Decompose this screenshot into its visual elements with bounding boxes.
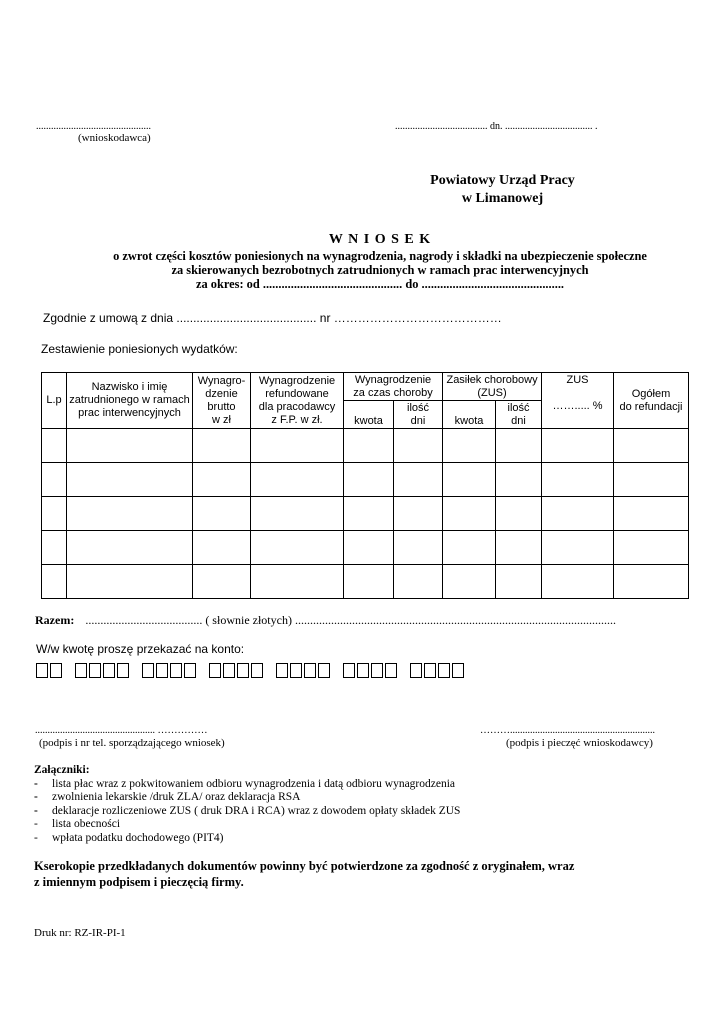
- account-digit-box[interactable]: [385, 663, 397, 678]
- attachment-text: zwolnienia lekarskie /druk ZLA/ oraz deklaracja RSA: [52, 791, 301, 803]
- sum-text: ....................................... ( słownie złotych) ...........................................................................................................: [85, 613, 616, 627]
- subtitle-line-2: za skierowanych bezrobotnych zatrudnionych w ramach prac interwencyjnych: [171, 263, 589, 277]
- attachment-bullet: -: [34, 831, 38, 844]
- account-digit-box[interactable]: [103, 663, 115, 678]
- th-total-l2: do refundacji: [619, 400, 683, 413]
- table-cell[interactable]: [443, 565, 496, 599]
- account-label: W/w kwotę proszę przekazać na konto:: [36, 642, 245, 656]
- table-cell[interactable]: [614, 531, 689, 565]
- expenses-table: [41, 372, 689, 599]
- table-cell[interactable]: [42, 429, 67, 463]
- preparer-signature-dots: ................................................ ……………: [35, 725, 208, 736]
- th-sick-benefit: [443, 373, 542, 401]
- note-line-1: Kserokopie przedkładanych dokumentów powinny być potwierdzone za zgodność z oryginałem, wraz: [34, 859, 575, 873]
- attachments: [34, 764, 460, 845]
- table-cell[interactable]: [443, 497, 496, 531]
- table-cell[interactable]: [67, 497, 193, 531]
- attachment-bullet: -: [34, 777, 38, 790]
- th-gross-l4: w zł: [212, 413, 231, 426]
- date-line: ..................................... dn. ................................... .: [395, 121, 598, 132]
- th-gross-l2: dzenie: [205, 387, 238, 400]
- table-cell[interactable]: [344, 497, 394, 531]
- account-digit-box[interactable]: [290, 663, 302, 678]
- table-cell[interactable]: [193, 429, 251, 463]
- table-cell[interactable]: [42, 463, 67, 497]
- account-digit-box[interactable]: [117, 663, 129, 678]
- table-cell[interactable]: [67, 531, 193, 565]
- account-digit-box[interactable]: [89, 663, 101, 678]
- attachment-item: [34, 818, 460, 832]
- th-sick-benefit-amount: kwota: [443, 401, 496, 429]
- table-cell[interactable]: [67, 565, 193, 599]
- certification-note: [34, 858, 574, 890]
- table-cell[interactable]: [251, 497, 344, 531]
- table-cell[interactable]: [394, 463, 443, 497]
- attachment-item: [34, 778, 460, 792]
- account-digit-box[interactable]: [156, 663, 168, 678]
- account-digit-box[interactable]: [276, 663, 288, 678]
- table-cell[interactable]: [614, 565, 689, 599]
- sum-line: [35, 613, 616, 628]
- th-total: [614, 373, 689, 429]
- th-refund-l2: refundowane: [265, 387, 329, 400]
- th-refund-l3: dla pracodawcy: [258, 400, 336, 413]
- note-line-2: z imiennym podpisem i pieczęcią firmy.: [34, 875, 244, 889]
- account-digit-group: [343, 663, 399, 678]
- table-cell[interactable]: [443, 429, 496, 463]
- th-refund-l1: Wynagrodzenie: [258, 374, 336, 387]
- table-cell[interactable]: [614, 497, 689, 531]
- account-digit-group: [410, 663, 466, 678]
- account-digit-box[interactable]: [452, 663, 464, 678]
- table-cell[interactable]: [344, 531, 394, 565]
- table-cell[interactable]: [443, 463, 496, 497]
- table-cell[interactable]: [344, 429, 394, 463]
- account-digit-box[interactable]: [251, 663, 263, 678]
- addressee: [400, 172, 605, 208]
- th-gross-l1: Wynagro-: [197, 374, 246, 387]
- applicant-label: (wnioskodawca): [78, 132, 151, 144]
- table-cell[interactable]: [496, 565, 542, 599]
- table-row: [42, 429, 689, 463]
- th-lp: L.p: [42, 373, 67, 429]
- addressee-line-2: w Limanowej: [461, 191, 544, 206]
- th-sick-benefit-l2: (ZUS): [477, 386, 507, 399]
- th-sick-pay-days: [394, 401, 443, 429]
- table-row: [42, 497, 689, 531]
- expenses-label: Zestawienie poniesionych wydatków:: [41, 342, 238, 356]
- account-digit-group: [276, 663, 332, 678]
- table-cell[interactable]: [251, 565, 344, 599]
- account-digit-box[interactable]: [209, 663, 221, 678]
- attachment-item: [34, 805, 460, 819]
- table-cell[interactable]: [42, 531, 67, 565]
- table-cell[interactable]: [614, 429, 689, 463]
- th-refund: [251, 373, 344, 429]
- th-sick-pay: [344, 373, 443, 401]
- table-cell[interactable]: [193, 531, 251, 565]
- table-cell[interactable]: [542, 429, 614, 463]
- table-cell[interactable]: [443, 531, 496, 565]
- attachment-text: lista płac wraz z pokwitowaniem odbioru wynagrodzenia i datą odbioru wynagrodzenia: [52, 777, 456, 790]
- table-cell[interactable]: [67, 429, 193, 463]
- table-cell[interactable]: [542, 531, 614, 565]
- account-digit-box[interactable]: [318, 663, 330, 678]
- th-name-l3: prac interwencyjnych: [78, 407, 181, 419]
- account-digit-box[interactable]: [75, 663, 87, 678]
- attachment-bullet: -: [34, 791, 38, 803]
- th-sick-pay-days-l2: dni: [410, 414, 426, 427]
- table-row: [42, 531, 689, 565]
- table-cell[interactable]: [496, 531, 542, 565]
- applicant-dots: ..............................................: [36, 121, 151, 132]
- table-cell[interactable]: [542, 565, 614, 599]
- account-digit-group: [142, 663, 198, 678]
- subtitle-line-1: o zwrot części kosztów poniesionych na wynagrodzenia, nagrody i składki na ubezpieczenie społeczne: [113, 249, 647, 263]
- account-digit-box[interactable]: [343, 663, 355, 678]
- th-zus: [542, 373, 614, 429]
- attachments-list: [34, 778, 460, 846]
- attachments-title: Załączniki:: [34, 764, 90, 776]
- account-digit-box[interactable]: [424, 663, 436, 678]
- table-cell[interactable]: [394, 531, 443, 565]
- account-number-boxes[interactable]: [36, 663, 477, 678]
- table-cell[interactable]: [193, 497, 251, 531]
- attachment-bullet: -: [34, 804, 38, 817]
- th-name-l2: zatrudnionego w ramach: [69, 394, 190, 406]
- th-total-l1: Ogółem: [631, 387, 671, 400]
- table-cell[interactable]: [344, 463, 394, 497]
- table-cell[interactable]: [193, 565, 251, 599]
- account-digit-box[interactable]: [237, 663, 249, 678]
- document-subtitle: [30, 249, 724, 291]
- table-cell[interactable]: [496, 463, 542, 497]
- sum-label: Razem:: [35, 613, 75, 627]
- account-digit-box[interactable]: [50, 663, 62, 678]
- account-digit-box[interactable]: [170, 663, 182, 678]
- account-digit-box[interactable]: [371, 663, 383, 678]
- account-digit-box[interactable]: [142, 663, 154, 678]
- attachment-item: [34, 832, 460, 846]
- th-refund-l4: z F.P. w zł.: [271, 413, 323, 426]
- th-sick-benefit-days: [496, 401, 542, 429]
- account-digit-group: [36, 663, 64, 678]
- th-sick-benefit-days-l2: dni: [511, 414, 526, 427]
- th-sick-pay-days-l1: ilość: [407, 401, 430, 414]
- attachment-bullet: -: [34, 818, 38, 830]
- th-gross-l3: brutto: [207, 400, 236, 413]
- th-zus-label: ZUS: [566, 374, 589, 386]
- account-digit-box[interactable]: [304, 663, 316, 678]
- th-name-l1: Nazwisko i imię: [91, 381, 168, 393]
- attachment-item: [34, 791, 460, 805]
- table-cell[interactable]: [251, 463, 344, 497]
- period-line: za okres: od ............................................. do ..............................................: [195, 277, 565, 291]
- table-row: [42, 565, 689, 599]
- account-digit-box[interactable]: [357, 663, 369, 678]
- applicant-signature-dots: ………..........................................................: [480, 725, 655, 736]
- account-digit-group: [209, 663, 265, 678]
- table-cell[interactable]: [251, 531, 344, 565]
- table-cell[interactable]: [251, 429, 344, 463]
- th-zus-pct: ……..... %: [552, 400, 603, 412]
- table-cell[interactable]: [496, 497, 542, 531]
- form-number: Druk nr: RZ-IR-PI-1: [34, 927, 126, 939]
- table-cell[interactable]: [344, 565, 394, 599]
- account-digit-box[interactable]: [410, 663, 422, 678]
- table-cell[interactable]: [614, 463, 689, 497]
- preparer-signature-label: (podpis i nr tel. sporządzającego wniosek): [39, 737, 225, 749]
- th-gross: [193, 373, 251, 429]
- account-digit-box[interactable]: [438, 663, 450, 678]
- table-cell[interactable]: [193, 463, 251, 497]
- applicant-signature-label: (podpis i pieczęć wnioskodawcy): [506, 737, 653, 749]
- agreement-line: Zgodnie z umową z dnia .......................................... nr ……………………………………: [43, 311, 502, 325]
- th-sick-pay-amount: kwota: [344, 401, 394, 429]
- attachment-text: wpłata podatku dochodowego (PIT4): [52, 831, 224, 844]
- attachment-text: lista obecności: [52, 818, 121, 830]
- account-digit-box[interactable]: [184, 663, 196, 678]
- account-digit-group: [75, 663, 131, 678]
- table-cell[interactable]: [42, 565, 67, 599]
- th-sick-benefit-l1: Zasiłek chorobowy: [446, 373, 538, 386]
- table-cell[interactable]: [542, 497, 614, 531]
- table-cell[interactable]: [42, 497, 67, 531]
- table-row: [42, 463, 689, 497]
- addressee-line-1: Powiatowy Urząd Pracy: [430, 173, 575, 188]
- th-sick-pay-l1: Wynagrodzenie: [354, 373, 432, 386]
- attachment-text: deklaracje rozliczeniowe ZUS ( druk DRA i RCA) wraz z dowodem opłaty składek ZUS: [52, 804, 461, 817]
- account-digit-box[interactable]: [223, 663, 235, 678]
- table-cell[interactable]: [496, 429, 542, 463]
- table-cell[interactable]: [67, 463, 193, 497]
- table-cell[interactable]: [394, 497, 443, 531]
- table-cell[interactable]: [542, 463, 614, 497]
- th-name: [67, 373, 193, 429]
- th-sick-benefit-days-l1: ilość: [507, 401, 530, 414]
- document-title: W N I O S E K: [328, 232, 432, 247]
- th-sick-pay-l2: za czas choroby: [353, 386, 433, 399]
- table-header-row: [42, 373, 689, 401]
- table-cell[interactable]: [394, 429, 443, 463]
- table-cell[interactable]: [394, 565, 443, 599]
- account-digit-box[interactable]: [36, 663, 48, 678]
